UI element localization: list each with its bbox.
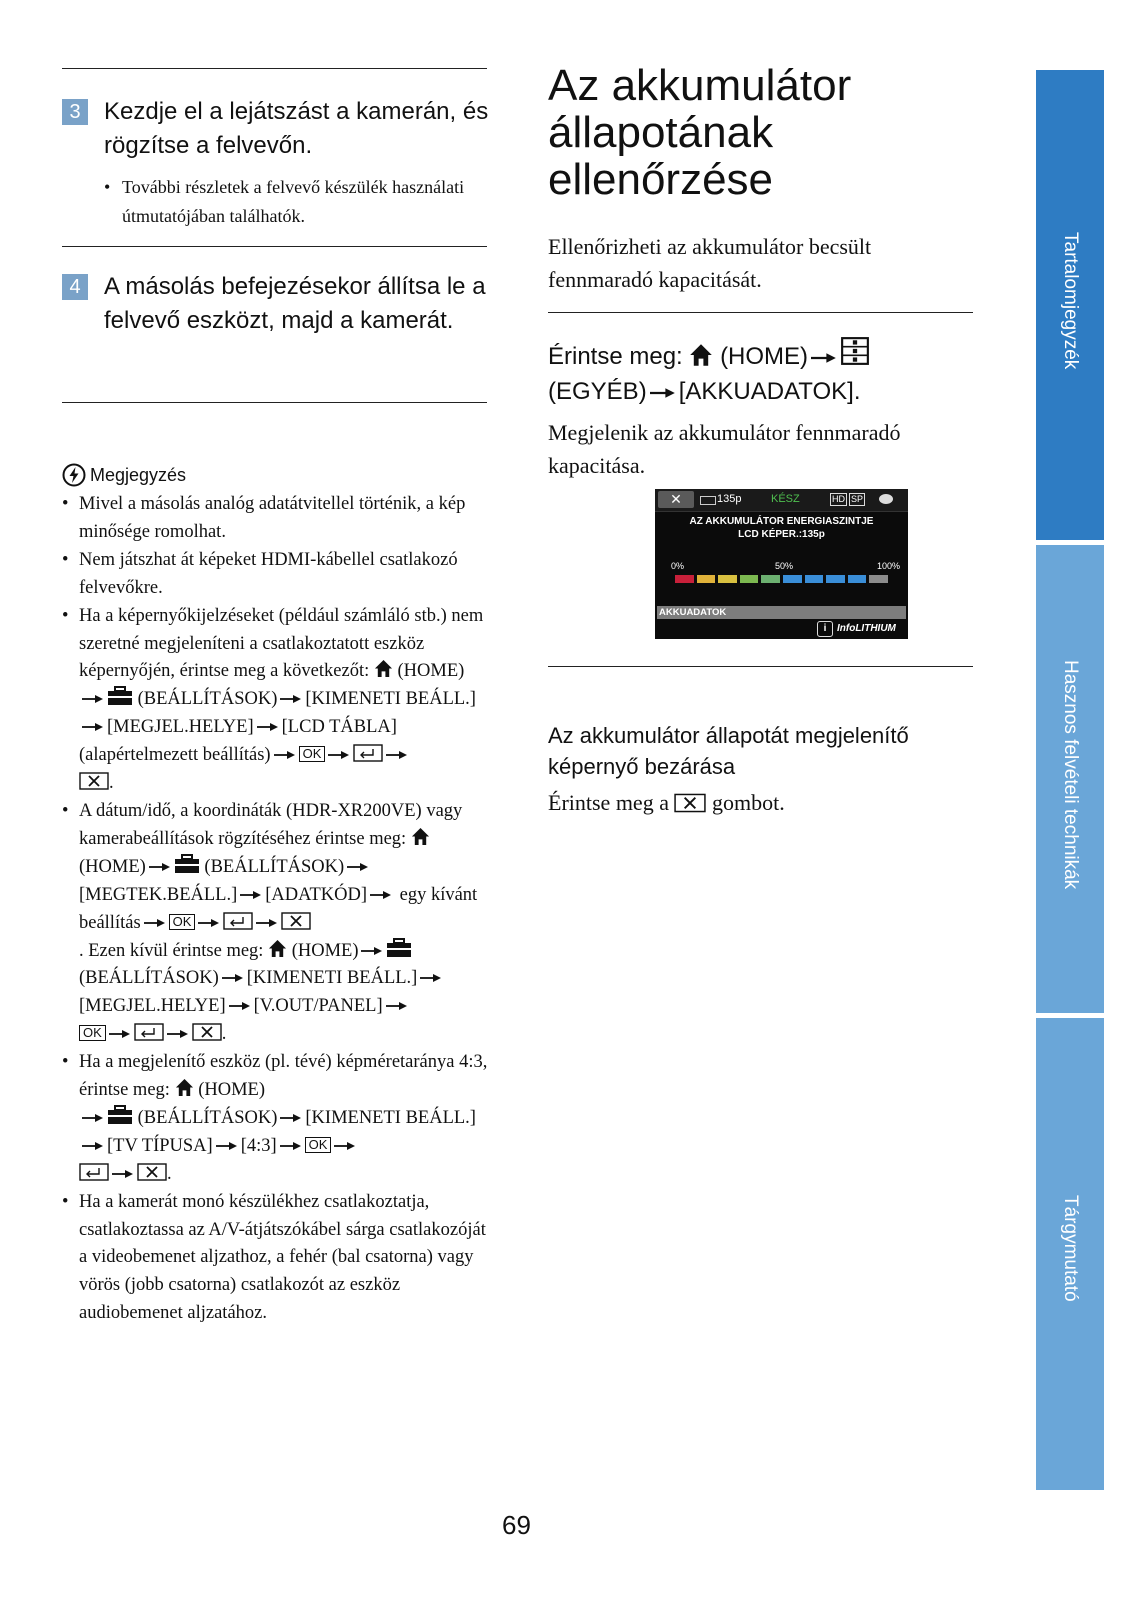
note-text: (HOME) [291, 940, 359, 961]
note-text: [ADATKÓD] [265, 884, 367, 905]
arrow-icon [280, 1141, 302, 1151]
status-text: KÉSZ [771, 493, 800, 505]
battery-level-segment [783, 575, 802, 583]
tab-label: Tartalomjegyzék [1060, 232, 1081, 370]
screen-line-1: AZ AKKUMULÁTOR ENERGIASZINTJE [689, 516, 874, 527]
scale-0: 0% [671, 561, 685, 571]
return-button-icon [79, 1163, 109, 1181]
hd-badge: HD [832, 494, 845, 504]
disk-icon [879, 494, 893, 504]
divider [548, 312, 973, 313]
sp-badge: SP [851, 494, 864, 504]
note-text: [MEGJEL.HELYE] [79, 996, 226, 1017]
arrow-icon [334, 1141, 356, 1151]
arrow-icon [198, 918, 220, 928]
arrow-icon [167, 1029, 189, 1039]
close-button-icon [674, 793, 706, 813]
arrow-icon [256, 918, 278, 928]
note-text: Ha a képernyőkijelzéseket (például számláló stb.) nem szeretné megjeleníteni a csatlakoztatott eszköz képernyőjén, érintse meg a következőt: [79, 605, 484, 682]
close-button-icon [137, 1163, 167, 1181]
title-line: állapotának [548, 108, 774, 157]
arrow-icon [347, 862, 369, 872]
note-text: [MEGJEL.HELYE] [107, 717, 254, 738]
notes-heading [62, 463, 492, 487]
note-text: [MEGTEK.BEÁLL.] [79, 884, 238, 905]
toolbox-icon [107, 686, 133, 706]
home-icon [175, 1078, 194, 1097]
note-item: • Ha a kamerát monó készülékhez csatlakoztatja, csatlakoztassa az A/V-átjátszókábel sárga csatlakozóját a videobemenet aljzathoz, a fehér (bal csatorna) vagy vörös (jobb csatorna) csatlakozót az eszköz audiobemenet aljzatához. [62, 1189, 492, 1329]
note-text: (HOME) [79, 856, 146, 877]
arrow-icon [144, 918, 166, 928]
note-text: [KIMENETI BEÁLL.] [246, 968, 418, 989]
note-text: . [167, 1163, 172, 1184]
note-item [62, 798, 492, 1049]
screen-top-bar [655, 489, 908, 512]
arrow-icon [149, 862, 171, 872]
battery-level-segment [869, 575, 888, 583]
battery-level-segment [675, 575, 694, 583]
close-button-icon [79, 772, 109, 790]
arrow-icon [328, 750, 350, 760]
step-number: 3 [62, 99, 88, 125]
arrow-icon [222, 973, 244, 983]
battery-info-screen [655, 489, 908, 639]
scale-50: 50% [775, 561, 794, 571]
note-text: [TV TÍPUSA] [107, 1135, 213, 1156]
page-number: 69 [502, 1510, 531, 1540]
note-item [62, 603, 492, 798]
ok-button-icon: OK [79, 1025, 106, 1041]
subsection-text-part: gombot. [711, 790, 785, 815]
instruction [548, 336, 968, 409]
battery-level-segment [761, 575, 780, 583]
screen-footer: AKKUADATOK [657, 606, 906, 619]
title-line: Az akkumulátor [548, 61, 852, 110]
arrow-icon [386, 1001, 408, 1011]
tab-table-of-contents[interactable] [1036, 70, 1104, 540]
subsection-heading: Az akkumulátor állapotát megjelenítő képernyő bezárása [548, 723, 909, 779]
note-text: (BEÁLLÍTÁSOK) [204, 856, 345, 877]
arrow-icon [280, 694, 302, 704]
home-icon [689, 343, 713, 367]
divider [62, 402, 487, 403]
page-title [548, 62, 851, 203]
battery-icon [700, 496, 716, 505]
info-icon: i [817, 621, 833, 637]
note-text: (HOME) [198, 1080, 265, 1101]
arrow-icon [82, 1113, 104, 1123]
arrow-icon [361, 946, 383, 956]
arrow-icon [216, 1141, 238, 1151]
toolbox-icon [174, 854, 200, 874]
instruction-text: (HOME) [720, 343, 809, 370]
arrow-icon [229, 1001, 251, 1011]
battery-level-segment [826, 575, 845, 583]
brand-text: InfoLITHIUM [837, 623, 896, 634]
arrow-icon [112, 1169, 134, 1179]
arrow-icon [82, 694, 104, 704]
note-item: • Mivel a másolás analóg adatátvitellel történik, a kép minősége romolhat. [62, 491, 492, 547]
divider [62, 246, 487, 247]
note-text: (HOME) [397, 661, 465, 682]
home-icon [268, 939, 287, 958]
toolbox-icon [107, 1105, 133, 1125]
other-menu-icon [840, 336, 870, 366]
step-bullet: • További részletek a felvevő készülék használati útmutatójában találhatók. [104, 173, 492, 231]
notes-section [62, 463, 492, 1328]
tab-label: Hasznos felvételi technikák [1060, 660, 1081, 890]
toolbox-icon [386, 938, 412, 958]
note-icon [62, 463, 86, 487]
battery-level-segment [848, 575, 867, 583]
instruction-text: Érintse meg: [548, 343, 683, 370]
step-3 [62, 95, 492, 231]
return-button-icon [353, 744, 383, 762]
arrow-icon [370, 890, 392, 900]
note-text: [V.OUT/PANEL] [253, 996, 383, 1017]
arrow-icon [257, 722, 279, 732]
arrow-icon [274, 750, 296, 760]
ok-button-icon: OK [299, 746, 326, 762]
step-text: Kezdje el a lejátszást a kamerán, és rögzítse a felvevőn. [104, 98, 489, 159]
divider [62, 68, 487, 69]
ok-button-icon: OK [169, 914, 196, 930]
note-item: • Nem játszhat át képeket HDMI-kábellel csatlakozó felvevőkre. [62, 547, 492, 603]
arrow-icon [109, 1029, 131, 1039]
note-text: [LCD TÁBLA] [281, 717, 397, 738]
note-text: (BEÁLLÍTÁSOK) [137, 1107, 278, 1128]
remaining-time: 135p [717, 493, 742, 505]
note-text: A dátum/idő, a koordináták (HDR-XR200VE) vagy kamerabeállítások rögzítéséhez érintse meg: [79, 800, 463, 849]
arrow-icon [650, 387, 676, 399]
battery-level-segment [740, 575, 759, 583]
step-4 [62, 270, 492, 338]
battery-level-segment [718, 575, 737, 583]
screen-line-2: LCD KÉPER.:135p [738, 529, 825, 540]
note-text: Ha a megjelenítő eszköz (pl. tévé) képméretaránya 4:3, érintse meg: [79, 1052, 488, 1101]
divider [548, 666, 973, 667]
battery-level-segment [805, 575, 824, 583]
arrow-icon [811, 352, 837, 364]
note-text: (BEÁLLÍTÁSOK) [79, 968, 219, 989]
arrow-icon [420, 973, 442, 983]
step-number: 4 [62, 274, 88, 300]
subsection-text-part: Érintse meg a [548, 790, 669, 815]
note-text: (alapértelmezett beállítás) [79, 745, 271, 766]
arrow-icon [240, 890, 262, 900]
battery-level-bar [674, 575, 890, 583]
subsection-text [548, 788, 785, 818]
arrow-icon [386, 750, 408, 760]
battery-level-segment [697, 575, 716, 583]
close-button-icon [192, 1023, 222, 1041]
step-text: A másolás befejezésekor állítsa le a felvevő eszközt, majd a kamerát. [104, 273, 486, 334]
intro-text: Ellenőrizheti az akkumulátor becsült fennmaradó kapacitását. [548, 234, 872, 292]
note-text: [KIMENETI BEÁLL.] [305, 689, 476, 710]
tab-label: Tárgymutató [1060, 1195, 1081, 1302]
ok-button-icon: OK [305, 1137, 332, 1153]
close-button-icon [281, 912, 311, 930]
return-button-icon [134, 1023, 164, 1041]
note-text: [4:3] [240, 1135, 277, 1156]
note-text: egy kívánt beállítás [79, 884, 478, 933]
instruction-description: Megjelenik az akkumulátor fennmaradó kapacitása. [548, 420, 901, 478]
note-text: [KIMENETI BEÁLL.] [305, 1107, 476, 1128]
note-text: . [109, 773, 114, 794]
note-text: (BEÁLLÍTÁSOK) [137, 689, 278, 710]
arrow-icon [280, 1113, 302, 1123]
notes-heading-text: Megjegyzés [90, 464, 187, 485]
home-icon [411, 827, 430, 846]
arrow-icon [82, 1141, 104, 1151]
return-button-icon [223, 912, 253, 930]
note-item [62, 1049, 492, 1189]
arrow-icon [82, 722, 104, 732]
close-button[interactable]: ✕ [658, 491, 694, 508]
tab-index[interactable] [1036, 1018, 1104, 1490]
tab-useful-recording-techniques[interactable] [1036, 545, 1104, 1013]
instruction-text: (EGYÉB) [548, 378, 647, 405]
title-line: ellenőrzése [548, 155, 774, 204]
scale-100: 100% [877, 561, 901, 571]
note-text: . [221, 1024, 227, 1045]
instruction-text: [AKKUADATOK]. [678, 378, 861, 405]
home-icon [374, 659, 393, 678]
note-text: . Ezen kívül érintse meg: [79, 940, 264, 961]
